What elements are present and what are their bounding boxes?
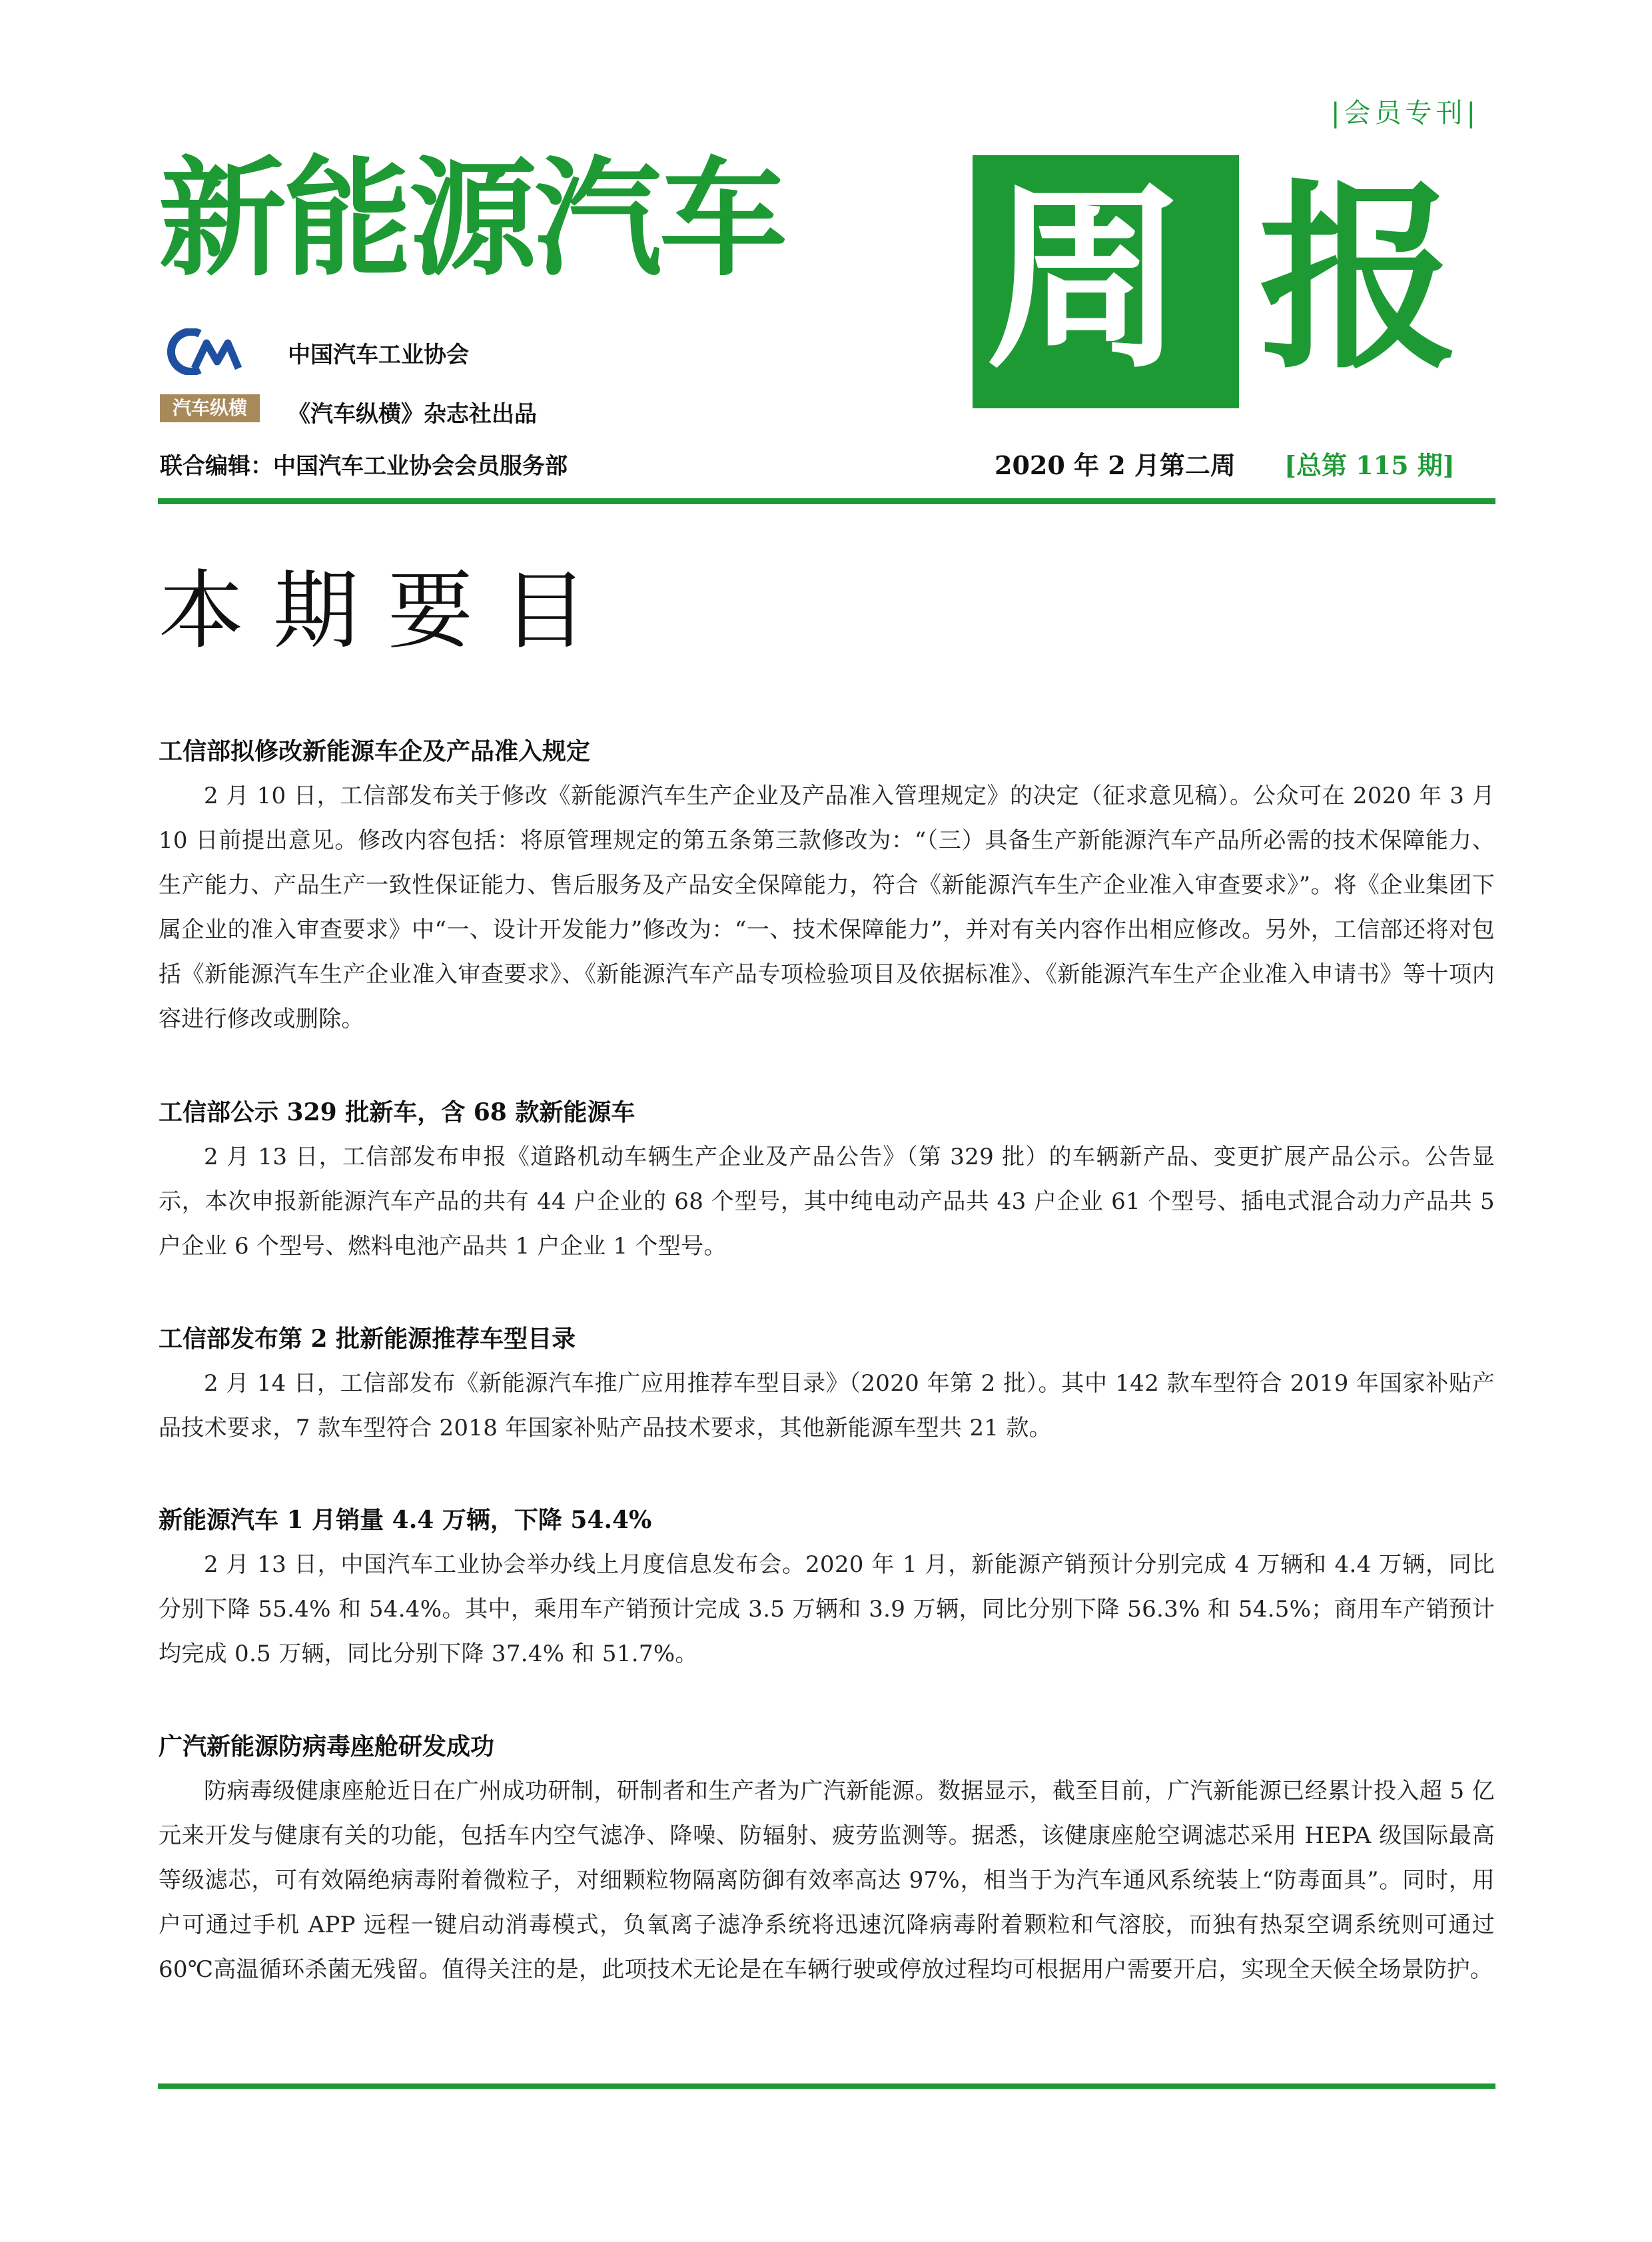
masthead-title: 新能源汽车 (159, 145, 785, 294)
article (159, 1724, 1495, 1992)
article-body: 2 月 14 日，工信部发布《新能源汽车推广应用推荐车型目录》（2020 年第 2 批）。其中 142 款车型符合 2019 年国家补贴产品技术要求，7 款车型符合 2018 年国家补贴产品技术要求，其他新能源车型共 21 款。 (159, 1370, 1495, 1441)
article-body: 2 月 13 日，工信部发布申报《道路机动车辆生产企业及产品公告》（第 329 批）的车辆新产品、变更扩展产品公示。公告显示，本次申报新能源汽车产品的共有 44 户企业的 68 个型号，其中纯电动产品共 43 户企业 61 个型号、插电式混合动力产品共 5 户企业 6 个型号、燃料电池产品共 1 户企业 1 个型号。 (159, 1144, 1495, 1260)
article-body: 2 月 13 日，中国汽车工业协会举办线上月度信息发布会。2020 年 1 月，新能源产销预计分别完成 4 万辆和 4.4 万辆，同比分别下降 55.4% 和 54.4%。其中，乘用车产销预计完成 3.5 万辆和 3.9 万辆，同比分别下降 56.3% 和 54.5%；商用车产销预计均完成 0.5 万辆，同比分别下降 37.4% 和 51.7%。 (159, 1551, 1495, 1667)
section-title: 本期要目 (159, 561, 618, 661)
article-title: 工信部公示 329 批新车，含 68 款新能源车 (159, 1098, 635, 1126)
issue-date: 2020 年 2 月第二周 (995, 450, 1236, 480)
article (159, 729, 1495, 1042)
publisher-auto-review: 《汽车纵横》杂志社出品 (288, 401, 537, 428)
auto-review-logo: 汽车纵横 (160, 394, 260, 422)
joint-editor: 联合编辑：中国汽车工业协会会员服务部 (160, 453, 568, 480)
publisher-caam: 中国汽车工业协会 (288, 342, 469, 368)
footer-divider (158, 2083, 1495, 2089)
issue-total-number: [总第 115 期] (1284, 450, 1455, 480)
article-title: 工信部拟修改新能源车企及产品准入规定 (159, 737, 591, 765)
article (159, 1090, 1495, 1269)
article (159, 1316, 1495, 1451)
masthead-weekly-char: 周 (986, 163, 1186, 396)
article-title: 广汽新能源防病毒座舱研发成功 (159, 1732, 495, 1760)
article-title: 工信部发布第 2 批新能源推荐车型目录 (159, 1325, 576, 1353)
masthead-report-char: 报 (1259, 163, 1459, 396)
article-body: 2 月 10 日，工信部发布关于修改《新能源汽车生产企业及产品准入管理规定》的决定（征求意见稿）。公众可在 2020 年 3 月 10 日前提出意见。修改内容包括：将原管理规定的第五条第三款修改为：“（三）具备生产新能源汽车产品所必需的技术保障能力、生产能力、产品生产一致性保证能力、售后服务及产品安全保障能力，符合《新能源汽车生产企业准入审查要求》”。将《企业集团下属企业的准入审查要求》中“一、设计开发能力”修改为：“一、技术保障能力”，并对有关内容作出相应修改。另外，工信部还将对包括《新能源汽车生产企业准入审查要求》、《新能源汽车产品专项检验项目及依据标准》、《新能源汽车生产企业准入申请书》等十项内容进行修改或删除。 (159, 783, 1495, 1032)
article-title: 新能源汽车 1 月销量 4.4 万辆，下降 54.4% (159, 1506, 652, 1534)
member-edition-tag: |会员专刊| (1331, 98, 1479, 129)
header-divider (158, 498, 1495, 504)
article (159, 1497, 1495, 1677)
caam-logo-icon (160, 328, 253, 375)
article-body: 防病毒级健康座舱近日在广州成功研制，研制者和生产者为广汽新能源。数据显示，截至目前，广汽新能源已经累计投入超 5 亿元来开发与健康有关的功能，包括车内空气滤净、降噪、防辐射、疲劳监测等。据悉，该健康座舱空调滤芯采用 HEPA 级国际最高等级滤芯，可有效隔绝病毒附着微粒子，对细颗粒物隔离防御有效率高达 97%，相当于为汽车通风系统装上“防毒面具”。同时，用户可通过手机 APP 远程一键启动消毒模式，负氧离子滤净系统将迅速沉降病毒附着颗粒和气溶胶，而独有热泵空调系统则可通过 60℃高温循环杀菌无残留。值得关注的是，此项技术无论是在车辆行驶或停放过程均可根据用户需要开启，实现全天候全场景防护。 (159, 1778, 1495, 1983)
